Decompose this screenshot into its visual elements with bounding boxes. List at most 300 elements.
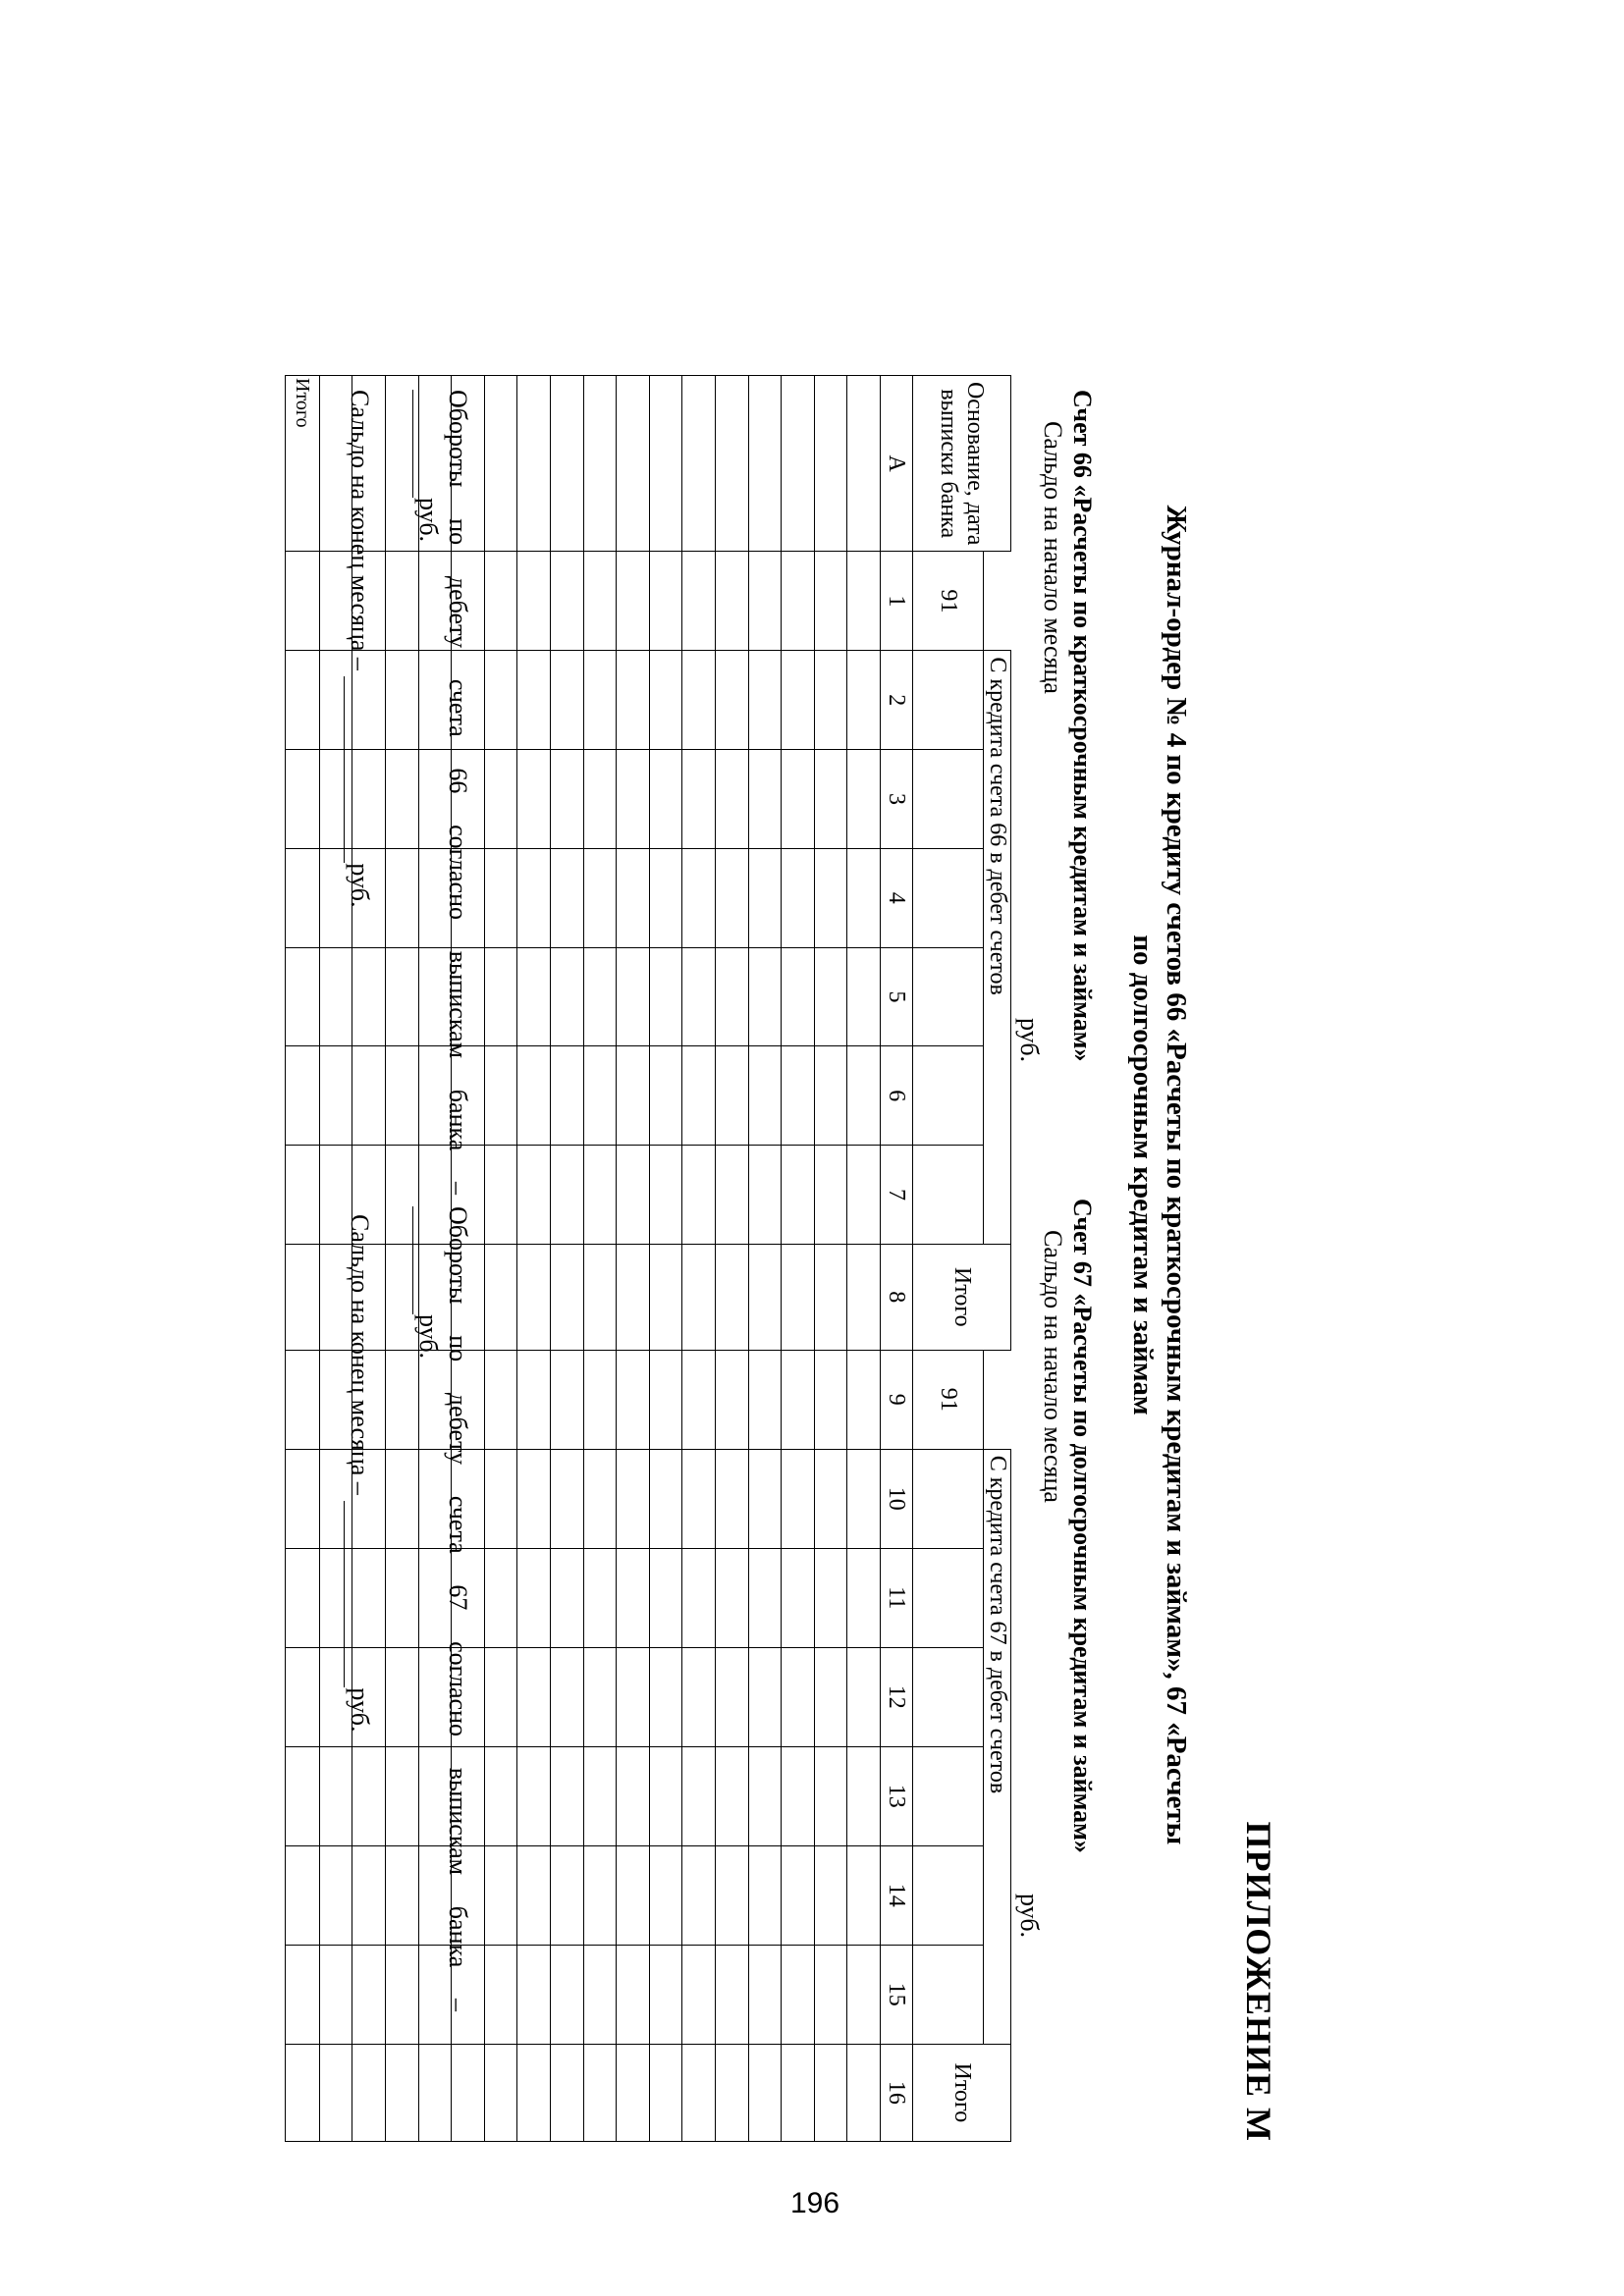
table-cell[interactable] xyxy=(617,1845,650,1945)
table-cell[interactable] xyxy=(551,1046,584,1146)
table-cell[interactable] xyxy=(319,1746,352,1845)
table-cell[interactable] xyxy=(716,1146,749,1245)
total-cell[interactable] xyxy=(285,1548,319,1647)
table-cell[interactable] xyxy=(716,1746,749,1845)
table-cell[interactable] xyxy=(649,1647,682,1746)
table-cell[interactable] xyxy=(517,651,551,750)
table-cell[interactable] xyxy=(319,947,352,1046)
account-91-header-67: 91 xyxy=(913,1350,984,1449)
blank-header-cell xyxy=(984,1350,1011,1449)
table-cell[interactable] xyxy=(551,1647,584,1746)
table-cell[interactable] xyxy=(583,1244,617,1350)
table-cell[interactable] xyxy=(517,1244,551,1350)
table-cell[interactable] xyxy=(617,376,650,552)
table-cell[interactable] xyxy=(814,750,847,849)
end-balance-67-rub: руб. xyxy=(346,1687,374,1733)
table-cell[interactable] xyxy=(782,1746,815,1845)
table-cell[interactable] xyxy=(716,848,749,947)
total-cell[interactable] xyxy=(285,1845,319,1945)
table-cell[interactable] xyxy=(517,848,551,947)
total-cell[interactable] xyxy=(285,750,319,849)
table-cell[interactable] xyxy=(517,1647,551,1746)
table-cell[interactable] xyxy=(682,1350,716,1449)
document-title xyxy=(1126,360,1193,1990)
table-cell[interactable] xyxy=(583,2044,617,2141)
table-cell[interactable] xyxy=(782,1647,815,1746)
table-cell[interactable] xyxy=(649,848,682,947)
column-number: 4 xyxy=(881,848,913,947)
table-cell[interactable] xyxy=(484,1746,517,1845)
table-cell[interactable] xyxy=(682,1845,716,1945)
table-cell[interactable] xyxy=(847,1146,881,1245)
table-cell[interactable] xyxy=(748,1945,782,2044)
table-cell[interactable] xyxy=(814,552,847,651)
table-cell[interactable] xyxy=(716,2044,749,2141)
table-cell[interactable] xyxy=(682,1548,716,1647)
table-cell[interactable] xyxy=(649,552,682,651)
table-cell[interactable] xyxy=(814,651,847,750)
blank-header-cell xyxy=(913,1449,984,1548)
column-number: 1 xyxy=(881,552,913,651)
table-cell[interactable] xyxy=(551,1146,584,1245)
table-cell[interactable] xyxy=(484,552,517,651)
total-cell[interactable] xyxy=(285,1244,319,1350)
table-cell[interactable] xyxy=(847,1350,881,1449)
account-67-header xyxy=(1038,1199,1097,1853)
table-row xyxy=(716,376,749,2142)
total-cell[interactable] xyxy=(285,1647,319,1746)
table-cell[interactable] xyxy=(748,750,782,849)
table-cell[interactable] xyxy=(716,947,749,1046)
table-cell[interactable] xyxy=(748,1350,782,1449)
table-cell[interactable] xyxy=(716,552,749,651)
table-cell[interactable] xyxy=(814,1548,847,1647)
table-cell[interactable] xyxy=(649,376,682,552)
table-cell[interactable] xyxy=(386,2044,419,2141)
total-cell[interactable] xyxy=(285,2044,319,2141)
table-cell[interactable] xyxy=(617,947,650,1046)
table-row xyxy=(649,376,682,2142)
credit-67-header: С кредита счета 67 в дебет счетов xyxy=(984,1449,1011,2044)
total-header-67: Итого xyxy=(913,2044,1011,2141)
table-cell[interactable] xyxy=(814,1945,847,2044)
table-cell[interactable] xyxy=(716,651,749,750)
table-cell[interactable] xyxy=(847,750,881,849)
table-cell[interactable] xyxy=(484,1647,517,1746)
table-cell[interactable] xyxy=(782,1046,815,1146)
table-cell[interactable] xyxy=(682,848,716,947)
table-cell[interactable] xyxy=(847,1244,881,1350)
blank-header-cell xyxy=(913,947,984,1046)
end-balance-66-text: Сальдо на конец месяца – xyxy=(346,390,374,670)
table-cell[interactable] xyxy=(716,1244,749,1350)
table-cell[interactable] xyxy=(617,1548,650,1647)
table-cell[interactable] xyxy=(551,947,584,1046)
account-66-title: Счет 66 «Расчеты по краткосрочным кредитам и займам» xyxy=(1068,390,1097,1062)
table-cell[interactable] xyxy=(814,1449,847,1548)
table-cell[interactable] xyxy=(847,376,881,552)
table-cell[interactable] xyxy=(649,947,682,1046)
table-cell[interactable] xyxy=(649,2044,682,2141)
table-cell[interactable] xyxy=(814,1845,847,1945)
table-body xyxy=(319,376,880,2142)
end-balance-66-rub: руб. xyxy=(346,863,374,908)
table-cell[interactable] xyxy=(352,1046,386,1146)
table-cell[interactable] xyxy=(748,552,782,651)
table-cell[interactable] xyxy=(814,1046,847,1146)
table-cell[interactable] xyxy=(782,552,815,651)
blank-header-cell xyxy=(913,1046,984,1146)
table-cell[interactable] xyxy=(617,750,650,849)
table-cell[interactable] xyxy=(649,1746,682,1845)
table-cell[interactable] xyxy=(748,1046,782,1146)
table-cell[interactable] xyxy=(847,2044,881,2141)
table-cell[interactable] xyxy=(682,1046,716,1146)
table-cell[interactable] xyxy=(484,848,517,947)
table-cell[interactable] xyxy=(649,750,682,849)
account-67-title: Счет 67 «Расчеты по долгосрочным кредитам и займам» xyxy=(1068,1199,1097,1853)
blank-header-cell xyxy=(913,848,984,947)
table-cell[interactable] xyxy=(847,651,881,750)
table-cell[interactable] xyxy=(617,1046,650,1146)
column-number: 16 xyxy=(881,2044,913,2141)
column-number: 9 xyxy=(881,1350,913,1449)
table-cell[interactable] xyxy=(583,1845,617,1945)
table-row xyxy=(551,376,584,2142)
table-cell[interactable] xyxy=(551,750,584,849)
table-cell[interactable] xyxy=(649,1945,682,2044)
table-cell[interactable] xyxy=(716,1945,749,2044)
table-cell[interactable] xyxy=(782,1350,815,1449)
table-cell[interactable] xyxy=(352,1746,386,1845)
table-cell[interactable] xyxy=(352,2044,386,2141)
table-cell[interactable] xyxy=(716,1449,749,1548)
table-cell[interactable] xyxy=(782,1449,815,1548)
total-cell[interactable] xyxy=(285,1146,319,1245)
table-cell[interactable] xyxy=(814,1146,847,1245)
total-cell[interactable] xyxy=(285,1350,319,1449)
table-cell[interactable] xyxy=(814,1746,847,1845)
table-cell[interactable] xyxy=(517,1449,551,1548)
table-cell[interactable] xyxy=(748,1244,782,1350)
table-cell[interactable] xyxy=(484,376,517,552)
table-cell[interactable] xyxy=(418,2044,452,2141)
table-cell[interactable] xyxy=(551,651,584,750)
table-cell[interactable] xyxy=(782,2044,815,2141)
table-cell[interactable] xyxy=(583,376,617,552)
title-line-1: Журнал-ордер № 4 по кредиту счетов 66 «Расчеты по краткосрочным кредитам и займам», 67 «Расчеты xyxy=(1161,505,1192,1845)
table-cell[interactable] xyxy=(551,1449,584,1548)
table-cell[interactable] xyxy=(551,1350,584,1449)
blank-header-cell xyxy=(913,1647,984,1746)
table-row xyxy=(748,376,782,2142)
footer-67-turnover xyxy=(412,1206,472,2011)
table-cell[interactable] xyxy=(716,1647,749,1746)
account-66-balance-label: Сальдо на начало месяца xyxy=(1039,421,1067,694)
column-number-row xyxy=(881,376,913,2142)
table-row xyxy=(617,376,650,2142)
table-cell[interactable] xyxy=(716,750,749,849)
table-cell[interactable] xyxy=(847,552,881,651)
table-cell[interactable] xyxy=(583,1350,617,1449)
table-cell[interactable] xyxy=(484,1449,517,1548)
table-cell[interactable] xyxy=(583,1746,617,1845)
table-cell[interactable] xyxy=(617,1146,650,1245)
table-cell[interactable] xyxy=(748,848,782,947)
table-cell[interactable] xyxy=(484,651,517,750)
table-cell[interactable] xyxy=(814,1350,847,1449)
table-cell[interactable] xyxy=(551,1845,584,1945)
table-cell[interactable] xyxy=(682,1746,716,1845)
blank-header-cell xyxy=(913,1845,984,1945)
account-67-balance-label: Сальдо на начало месяца xyxy=(1039,1230,1067,1503)
table-cell[interactable] xyxy=(782,1146,815,1245)
table-cell[interactable] xyxy=(782,651,815,750)
table-cell[interactable] xyxy=(847,1746,881,1845)
table-cell[interactable] xyxy=(782,376,815,552)
table-cell[interactable] xyxy=(319,2044,352,2141)
table-cell[interactable] xyxy=(484,1845,517,1945)
account-91-header-66: 91 xyxy=(913,552,984,651)
table-cell[interactable] xyxy=(551,1746,584,1845)
table-cell[interactable] xyxy=(583,848,617,947)
column-number: 10 xyxy=(881,1449,913,1548)
column-number: 13 xyxy=(881,1746,913,1845)
table-cell[interactable] xyxy=(583,651,617,750)
table-cell[interactable] xyxy=(484,1046,517,1146)
total-cell[interactable] xyxy=(285,947,319,1046)
table-cell[interactable] xyxy=(847,1647,881,1746)
table-cell[interactable] xyxy=(649,1046,682,1146)
table-cell[interactable] xyxy=(847,947,881,1046)
total-header-66: Итого xyxy=(913,1244,1011,1350)
table-cell[interactable] xyxy=(617,1647,650,1746)
total-cell[interactable] xyxy=(285,1046,319,1146)
table-cell[interactable] xyxy=(649,651,682,750)
table-cell[interactable] xyxy=(748,2044,782,2141)
table-cell[interactable] xyxy=(748,1845,782,1945)
table-cell[interactable] xyxy=(352,1945,386,2044)
table-cell[interactable] xyxy=(484,750,517,849)
table-cell[interactable] xyxy=(782,1945,815,2044)
table-row xyxy=(484,376,517,2142)
table-cell[interactable] xyxy=(617,651,650,750)
table-cell[interactable] xyxy=(617,1244,650,1350)
account-67-rub: руб. xyxy=(1015,1894,1044,1939)
table-cell[interactable] xyxy=(517,1350,551,1449)
table-cell[interactable] xyxy=(682,651,716,750)
table-cell[interactable] xyxy=(682,1449,716,1548)
table-cell[interactable] xyxy=(319,1945,352,2044)
table-cell[interactable] xyxy=(617,552,650,651)
table-row xyxy=(814,376,847,2142)
table-cell[interactable] xyxy=(814,2044,847,2141)
table-cell[interactable] xyxy=(682,947,716,1046)
table-cell[interactable] xyxy=(617,2044,650,2141)
column-number: 5 xyxy=(881,947,913,1046)
table-row xyxy=(682,376,716,2142)
table-cell[interactable] xyxy=(682,1146,716,1245)
total-cell[interactable] xyxy=(285,1746,319,1845)
blank-header-cell xyxy=(913,1548,984,1647)
table-cell[interactable] xyxy=(551,1244,584,1350)
table-cell[interactable] xyxy=(716,1548,749,1647)
table-cell[interactable] xyxy=(517,552,551,651)
table-cell[interactable] xyxy=(748,651,782,750)
table-cell[interactable] xyxy=(814,1647,847,1746)
turnover-67-rub: руб. xyxy=(414,1314,443,1360)
table-cell[interactable] xyxy=(782,1244,815,1350)
table-cell[interactable] xyxy=(517,750,551,849)
table-cell[interactable] xyxy=(583,947,617,1046)
table-cell[interactable] xyxy=(716,376,749,552)
table-cell[interactable] xyxy=(517,947,551,1046)
table-cell[interactable] xyxy=(583,1647,617,1746)
table-cell[interactable] xyxy=(748,1746,782,1845)
column-number: 11 xyxy=(881,1548,913,1647)
blank-header-cell xyxy=(913,1746,984,1845)
table-cell[interactable] xyxy=(682,1945,716,2044)
table-cell[interactable] xyxy=(551,376,584,552)
landscape-content xyxy=(264,193,1279,2142)
table-cell[interactable] xyxy=(484,1548,517,1647)
total-cell[interactable] xyxy=(285,552,319,651)
table-cell[interactable] xyxy=(682,2044,716,2141)
table-cell[interactable] xyxy=(617,1449,650,1548)
table-cell[interactable] xyxy=(814,848,847,947)
table-cell[interactable] xyxy=(583,750,617,849)
table-cell[interactable] xyxy=(583,1146,617,1245)
table-cell[interactable] xyxy=(716,1046,749,1146)
table-cell[interactable] xyxy=(782,1845,815,1945)
table-cell[interactable] xyxy=(748,1146,782,1245)
table-cell[interactable] xyxy=(847,1548,881,1647)
table-cell[interactable] xyxy=(649,1146,682,1245)
column-number: 2 xyxy=(881,651,913,750)
table-cell[interactable] xyxy=(847,848,881,947)
table-cell[interactable] xyxy=(682,750,716,849)
total-cell[interactable] xyxy=(285,651,319,750)
table-cell[interactable] xyxy=(782,750,815,849)
table-cell[interactable] xyxy=(617,848,650,947)
table-cell[interactable] xyxy=(814,1244,847,1350)
table-cell[interactable] xyxy=(319,1845,352,1945)
table-cell[interactable] xyxy=(716,1350,749,1449)
total-cell[interactable] xyxy=(285,1945,319,2044)
turnover-67-text: Обороты по дебету счета 67 согласно выпискам банка – xyxy=(444,1206,472,2011)
table-cell[interactable] xyxy=(748,1449,782,1548)
table-cell[interactable] xyxy=(617,1350,650,1449)
table-row xyxy=(782,376,815,2142)
column-number: 12 xyxy=(881,1647,913,1746)
blank-header-cell xyxy=(913,1146,984,1245)
table-cell[interactable] xyxy=(352,1845,386,1945)
credit-66-header: С кредита счета 66 в дебет счетов xyxy=(984,651,1011,1245)
table-cell[interactable] xyxy=(682,552,716,651)
table-cell[interactable] xyxy=(748,1647,782,1746)
table-cell[interactable] xyxy=(649,1350,682,1449)
table-cell[interactable] xyxy=(484,1350,517,1449)
footer-66-turnover xyxy=(412,390,472,1195)
table-cell[interactable] xyxy=(847,1945,881,2044)
table-cell[interactable] xyxy=(748,947,782,1046)
table-cell[interactable] xyxy=(484,2044,517,2141)
total-row xyxy=(285,376,319,2142)
table-cell[interactable] xyxy=(517,1046,551,1146)
table-cell[interactable] xyxy=(847,1845,881,1945)
table-cell[interactable] xyxy=(551,2044,584,2141)
table-cell[interactable] xyxy=(682,1647,716,1746)
table-cell[interactable] xyxy=(649,1548,682,1647)
column-number: 15 xyxy=(881,1945,913,2044)
table-cell[interactable] xyxy=(649,1244,682,1350)
table-cell[interactable] xyxy=(517,376,551,552)
table-cell[interactable] xyxy=(782,947,815,1046)
table-cell[interactable] xyxy=(583,1449,617,1548)
total-cell[interactable] xyxy=(285,848,319,947)
turnover-66-rub: руб. xyxy=(414,498,443,543)
table-cell[interactable] xyxy=(617,1945,650,2044)
basis-header: Основание, дата выписки банка xyxy=(913,376,1011,552)
account-66-header xyxy=(1038,390,1097,1061)
table-cell[interactable] xyxy=(517,1548,551,1647)
table-cell[interactable] xyxy=(716,1845,749,1945)
table-cell[interactable] xyxy=(782,848,815,947)
column-number: 14 xyxy=(881,1845,913,1945)
table-cell[interactable] xyxy=(517,1845,551,1945)
table-cell[interactable] xyxy=(551,1945,584,2044)
total-row-label: Итого xyxy=(285,376,319,552)
table-cell[interactable] xyxy=(583,1548,617,1647)
table-cell[interactable] xyxy=(319,1046,352,1146)
table-cell[interactable] xyxy=(682,1244,716,1350)
table-cell[interactable] xyxy=(617,1746,650,1845)
page-number: 196 xyxy=(789,2187,840,2219)
table-cell[interactable] xyxy=(583,1046,617,1146)
blank-header-cell xyxy=(913,1945,984,2044)
table-cell[interactable] xyxy=(748,1548,782,1647)
table-cell[interactable] xyxy=(551,848,584,947)
table-cell[interactable] xyxy=(517,1945,551,2044)
table-cell[interactable] xyxy=(352,947,386,1046)
total-cell[interactable] xyxy=(285,1449,319,1548)
table-cell[interactable] xyxy=(814,376,847,552)
table-cell[interactable] xyxy=(649,1449,682,1548)
table-cell[interactable] xyxy=(682,376,716,552)
appendix-heading: ПРИЛОЖЕНИЕ М xyxy=(1239,1821,1278,2142)
table-cell[interactable] xyxy=(484,1945,517,2044)
table-cell[interactable] xyxy=(814,947,847,1046)
table-cell[interactable] xyxy=(484,1244,517,1350)
table-cell[interactable] xyxy=(649,1845,682,1945)
table-cell[interactable] xyxy=(847,1449,881,1548)
table-cell[interactable] xyxy=(484,947,517,1046)
table-cell[interactable] xyxy=(517,2044,551,2141)
table-cell[interactable] xyxy=(748,376,782,552)
table-cell[interactable] xyxy=(583,1945,617,2044)
table-cell[interactable] xyxy=(551,552,584,651)
table-cell[interactable] xyxy=(847,1046,881,1146)
table-row xyxy=(517,376,551,2142)
table-cell[interactable] xyxy=(517,1746,551,1845)
table-cell[interactable] xyxy=(517,1146,551,1245)
table-cell[interactable] xyxy=(551,1548,584,1647)
table-cell[interactable] xyxy=(484,1146,517,1245)
table-cell[interactable] xyxy=(583,552,617,651)
table-cell[interactable] xyxy=(782,1548,815,1647)
blank-header-cell xyxy=(913,651,984,750)
table-cell[interactable] xyxy=(452,2044,485,2141)
